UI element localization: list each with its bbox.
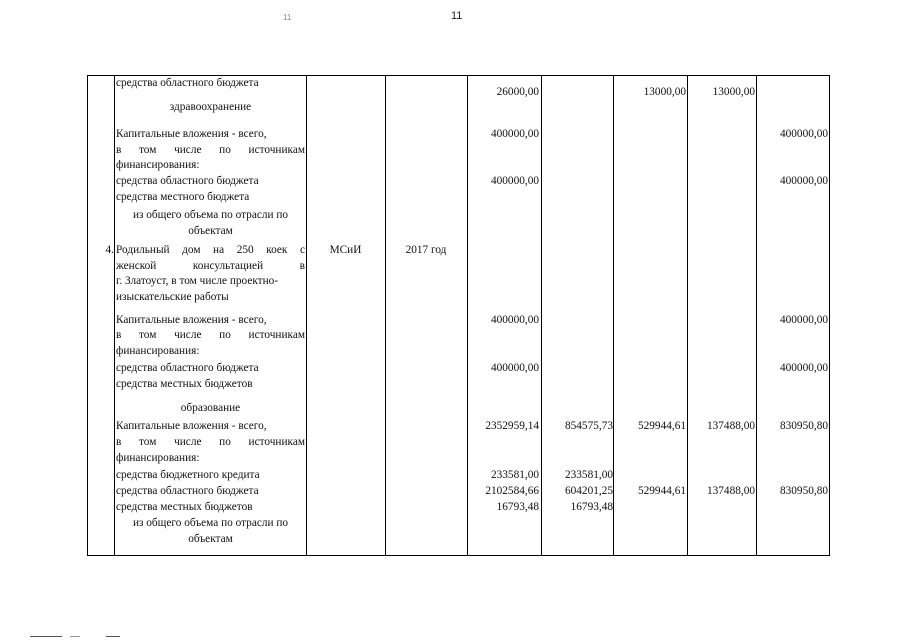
cell-value: 2102584,66 — [485, 485, 539, 497]
cell-value: 400000,00 — [779, 128, 828, 140]
table-col-line — [613, 75, 614, 556]
cell-label: финансирования: — [116, 452, 200, 464]
cell-value: 137488,00 — [706, 420, 755, 432]
cell-label: средства областного бюджета — [116, 175, 259, 187]
objects-heading: из общего объема по отрасли по — [132, 209, 289, 221]
scan-mark — [106, 636, 120, 637]
table-col-line — [467, 75, 468, 556]
cell-label: средства местных бюджетов — [116, 501, 253, 513]
cell-value: 13000,00 — [712, 86, 755, 98]
table-col-line — [306, 75, 307, 556]
cell-value: 604201,25 — [564, 485, 613, 497]
cell-value: 233581,00 — [564, 469, 613, 481]
cell-value: 26000,00 — [496, 86, 539, 98]
cell-value: 400000,00 — [779, 362, 828, 374]
cell-value: 400000,00 — [779, 175, 828, 187]
table-col-line — [114, 75, 115, 556]
table-col-line — [541, 75, 542, 556]
table-border-right — [829, 75, 830, 556]
page-number: 11 — [451, 10, 463, 22]
cell-value: 13000,00 — [643, 86, 686, 98]
table-border-bottom — [87, 555, 830, 556]
scan-mark — [70, 636, 80, 637]
cell-label: средства местного бюджета — [116, 191, 250, 203]
section-heading: здравоохранение — [169, 101, 252, 113]
cell-value: 400000,00 — [490, 128, 539, 140]
cell-label: финансирования: — [116, 159, 200, 171]
cell-label: средства бюджетного кредита — [116, 469, 260, 481]
cell-value: 137488,00 — [706, 485, 755, 497]
cell-label: в том числе по источникам — [116, 436, 305, 448]
objects-heading: из общего объема по отрасли по — [132, 517, 289, 529]
cell-label: Капитальные вложения - всего, — [116, 420, 267, 432]
object-name: изыскательские работы — [116, 291, 229, 303]
cell-label: финансирования: — [116, 345, 200, 357]
cell-value: 854575,73 — [564, 420, 613, 432]
cell-value: 830950,80 — [779, 420, 828, 432]
cell-label: в том числе по источникам — [116, 144, 305, 156]
table-border-left — [87, 75, 88, 556]
executor: МСиИ — [329, 244, 362, 256]
cell-value: 400000,00 — [490, 314, 539, 326]
cell-value: 16793,48 — [570, 501, 613, 513]
page-number-faint: 11 — [283, 13, 292, 22]
cell-value: 529944,61 — [637, 485, 686, 497]
cell-value: 400000,00 — [779, 314, 828, 326]
cell-value: 400000,00 — [490, 362, 539, 374]
cell-label: средства областного бюджета — [116, 362, 259, 374]
object-name: женской консультацией в — [116, 260, 305, 272]
year: 2017 год — [405, 244, 447, 256]
cell-value: 233581,00 — [490, 469, 539, 481]
cell-label: средства областного бюджета — [116, 485, 259, 497]
scan-mark — [30, 636, 62, 637]
cell-value: 16793,48 — [496, 501, 539, 513]
object-name: г. Златоуст, в том числе проектно- — [116, 275, 279, 287]
cell-label: в том числе по источникам — [116, 329, 305, 341]
objects-heading: объектам — [188, 533, 233, 545]
cell-value: 400000,00 — [490, 175, 539, 187]
table-col-line — [385, 75, 386, 556]
cell-label: Капитальные вложения - всего, — [116, 128, 267, 140]
row-number: 4. — [105, 244, 114, 256]
cell-value: 529944,61 — [637, 420, 686, 432]
table-col-line — [756, 75, 757, 556]
cell-label: средства областного бюджета — [116, 77, 259, 89]
cell-label: средства местных бюджетов — [116, 378, 253, 390]
object-name: Родильный дом на 250 коек с — [116, 244, 305, 256]
cell-label: Капитальные вложения - всего, — [116, 314, 267, 326]
section-heading: образование — [180, 402, 241, 414]
cell-value: 2352959,14 — [485, 420, 539, 432]
cell-value: 830950,80 — [779, 485, 828, 497]
objects-heading: объектам — [188, 225, 233, 237]
